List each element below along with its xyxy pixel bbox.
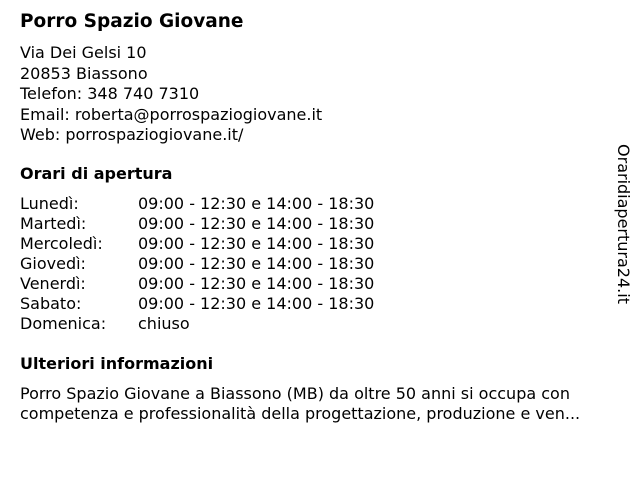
day-label: Venerdì:	[20, 274, 86, 293]
time-range: 09:00 - 12:30 e 14:00 - 18:30	[138, 254, 375, 273]
email-address: Email: roberta@porrospaziogiovane.it	[20, 104, 323, 124]
site-watermark: Oraridiapertura24.it	[614, 144, 633, 304]
business-name: Porro Spazio Giovane	[20, 11, 244, 32]
day-label: Sabato:	[20, 294, 82, 313]
time-range: chiuso	[138, 314, 190, 333]
time-range: 09:00 - 12:30 e 14:00 - 18:30	[138, 214, 375, 233]
day-label: Giovedì:	[20, 254, 86, 273]
day-label: Lunedì:	[20, 194, 79, 213]
day-label: Mercoledì:	[20, 234, 103, 253]
time-range: 09:00 - 12:30 e 14:00 - 18:30	[138, 294, 375, 313]
day-label: Martedì:	[20, 214, 87, 233]
address-street: Via Dei Gelsi 10	[20, 43, 147, 62]
info-line: competenza e professionalità della progettazione, produzione e ven...	[20, 404, 581, 423]
day-label: Domenica:	[20, 314, 107, 333]
hours-heading: Orari di apertura	[20, 164, 173, 183]
time-range: 09:00 - 12:30 e 14:00 - 18:30	[138, 234, 375, 253]
time-range: 09:00 - 12:30 e 14:00 - 18:30	[138, 274, 375, 293]
info-line: Porro Spazio Giovane a Biassono (MB) da oltre 50 anni si occupa con	[20, 384, 570, 403]
info-heading: Ulteriori informazioni	[20, 354, 214, 373]
phone-number: Telefon: 348 740 7310	[20, 84, 200, 103]
info-description	[20, 384, 632, 424]
address-city: 20853 Biassono	[20, 63, 148, 83]
time-range: 09:00 - 12:30 e 14:00 - 18:30	[138, 194, 375, 213]
contact-block	[20, 43, 322, 146]
website: Web: porrospaziogiovane.it/	[20, 125, 244, 144]
